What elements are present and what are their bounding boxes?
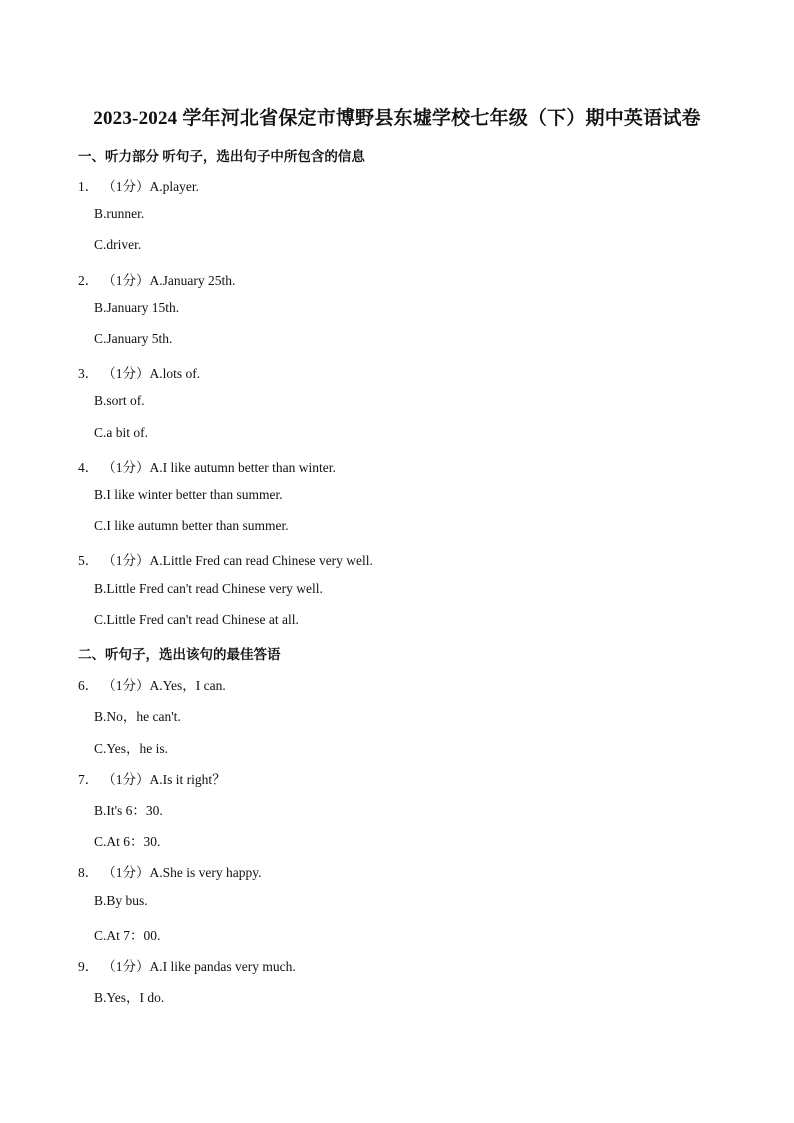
question-4-option-c: C.I like autumn better than summer. <box>94 518 289 533</box>
question-7-option-b: B.It's 6：30. <box>94 803 163 818</box>
question-2-option-c: C.January 5th. <box>94 331 173 346</box>
section-heading-best-response: 二、听句子，选出该句的最佳答语 <box>78 647 281 662</box>
question-number: 8． <box>78 865 99 880</box>
question-score: （1分） <box>102 959 150 974</box>
question-6-option-c: C.Yes，he is. <box>94 741 169 756</box>
question-score: （1分） <box>102 865 150 880</box>
question-number: 4． <box>78 460 99 475</box>
question-number: 9． <box>78 959 99 974</box>
option-a: A.Is it right？ <box>149 772 226 787</box>
question-8-option-c: C.At 7：00. <box>94 928 161 943</box>
question-2-option-b: B.January 15th. <box>94 300 180 315</box>
question-score: （1分） <box>102 273 150 288</box>
option-a: A.I like pandas very much. <box>149 959 296 974</box>
page-title: 2023-2024 学年河北省保定市博野县东墟学校七年级（下）期中英语试卷 <box>93 108 701 129</box>
question-number: 3． <box>78 366 99 381</box>
option-a: A.player. <box>149 179 199 194</box>
question-score: （1分） <box>102 678 150 693</box>
question-9-option-b: B.Yes，I do. <box>94 990 165 1005</box>
question-number: 2． <box>78 273 99 288</box>
question-9 <box>78 955 296 975</box>
question-score: （1分） <box>102 553 150 568</box>
question-number: 1． <box>78 179 99 194</box>
option-a: A.Little Fred can read Chinese very well. <box>149 553 373 568</box>
question-3 <box>78 362 200 382</box>
section-heading-listening-info: 一、听力部分 听句子，选出句子中所包含的信息 <box>78 149 365 164</box>
option-a: A.January 25th. <box>149 273 236 288</box>
question-7-option-c: C.At 6：30. <box>94 834 161 849</box>
question-1 <box>78 175 199 195</box>
option-a: A.Yes，I can. <box>149 678 226 693</box>
question-score: （1分） <box>102 460 150 475</box>
question-8 <box>78 861 261 881</box>
question-5 <box>78 549 373 569</box>
question-4-option-b: B.I like winter better than summer. <box>94 487 283 502</box>
question-8-option-b: B.By bus. <box>94 893 148 908</box>
question-5-option-b: B.Little Fred can't read Chinese very well. <box>94 581 323 596</box>
question-3-option-b: B.sort of. <box>94 393 145 408</box>
question-4 <box>78 456 336 476</box>
question-score: （1分） <box>102 366 150 381</box>
question-number: 7． <box>78 772 99 787</box>
option-a: A.lots of. <box>149 366 201 381</box>
question-number: 5． <box>78 553 99 568</box>
option-a: A.I like autumn better than winter. <box>149 460 336 475</box>
question-5-option-c: C.Little Fred can't read Chinese at all. <box>94 612 299 627</box>
question-7 <box>78 768 226 788</box>
question-score: （1分） <box>102 179 150 194</box>
question-1-option-c: C.driver. <box>94 237 142 252</box>
question-1-option-b: B.runner. <box>94 206 145 221</box>
question-number: 6． <box>78 678 99 693</box>
question-3-option-c: C.a bit of. <box>94 425 148 440</box>
option-a: A.She is very happy. <box>149 865 262 880</box>
question-6-option-b: B.No，he can't. <box>94 709 181 724</box>
question-score: （1分） <box>102 772 150 787</box>
question-2 <box>78 269 235 289</box>
question-6 <box>78 674 226 694</box>
